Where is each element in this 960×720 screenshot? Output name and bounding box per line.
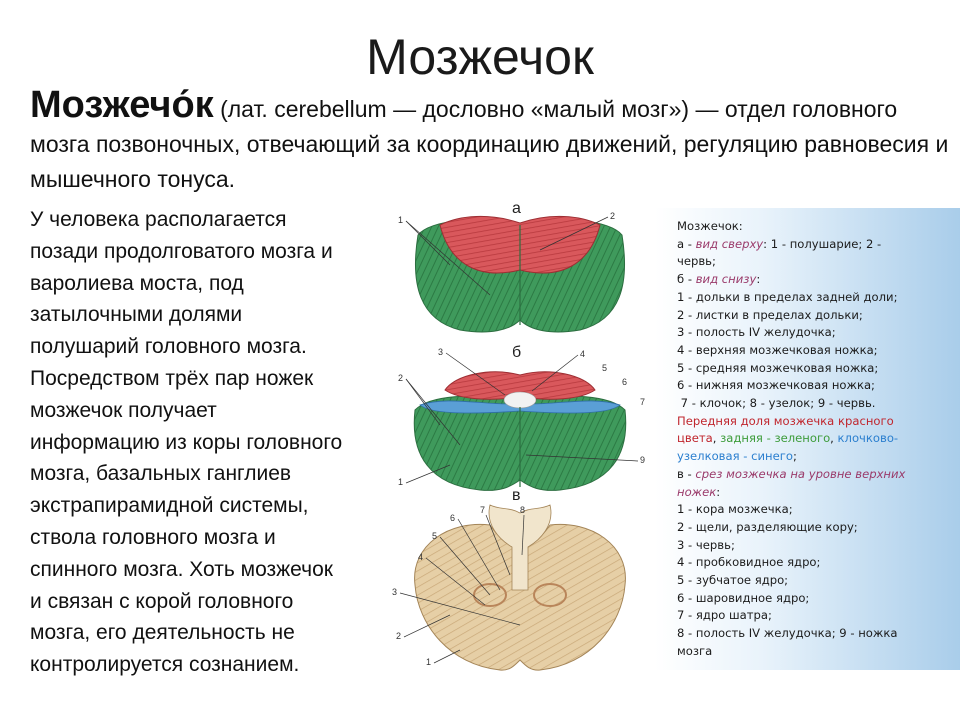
legend-b-line: б - вид снизу: [677, 272, 761, 287]
legend-c-item: 4 - пробковидное ядро; [677, 555, 821, 570]
body-line: ствола головного мозга и [30, 525, 276, 549]
view-c-number-8: 8 [520, 505, 526, 515]
body-line: и связан с корой головного [30, 589, 294, 613]
view-a-number-1: 1 [398, 215, 404, 225]
cerebellum-section-view [392, 487, 625, 670]
body-line: У человека располагается [30, 208, 287, 231]
body-line: контролируется сознанием. [30, 653, 300, 677]
view-c-number-3: 3 [392, 587, 398, 597]
legend-b-item: 2 - листки в пределах дольки; [677, 307, 863, 322]
view-b-number-6: 6 [622, 377, 628, 387]
body-line: спинного мозга. Хоть мозжечок [30, 557, 333, 581]
view-b-number-4: 4 [580, 349, 586, 359]
body-line: Посредством трёх пар ножек [30, 366, 314, 390]
view-b-number-9: 9 [640, 455, 646, 465]
view-b-number-1: 1 [398, 477, 404, 487]
slide-title: Мозжечок [366, 29, 594, 85]
view-b-label: б [512, 344, 522, 361]
intro-paragraph [30, 84, 950, 197]
view-b-number-2: 2 [398, 373, 404, 383]
body-line: мозжечок получает [30, 398, 217, 422]
view-c-number-6: 6 [450, 513, 456, 523]
cerebellum-top-view [398, 200, 625, 332]
legend-c-item: мозга [677, 643, 713, 658]
body-line: мозга, базальных ганглиев [30, 462, 292, 486]
body-line: информацию из коры головного [30, 430, 343, 454]
legend-color-line-2: цвета, задняя - зеленого, клочково- [677, 431, 899, 446]
view-a-number-2: 2 [610, 211, 616, 221]
legend-b-item: 6 - нижняя мозжечковая ножка; [677, 378, 875, 393]
legend-b-item: 4 - верхняя мозжечковая ножка; [677, 342, 878, 357]
legend-a-line: а - вид сверху: 1 - полушарие; 2 - [677, 236, 882, 251]
view-b-number-5: 5 [602, 363, 608, 373]
view-c-label: в [512, 487, 521, 504]
view-c-number-5: 5 [432, 531, 438, 541]
legend-heading: Мозжечок: [677, 219, 743, 233]
legend-c-item: 5 - зубчатое ядро; [677, 573, 789, 588]
legend-b-item: 7 - клочок; 8 - узелок; 9 - червь. [677, 396, 876, 411]
legend-c-line-2: ножек: [677, 484, 721, 499]
legend-c-item: 8 - полость IV желудочка; 9 - ножка [677, 626, 898, 641]
body-line: затылочными долями [30, 303, 243, 327]
view-c-number-7: 7 [480, 505, 486, 515]
legend-b-item: 3 - полость IV желудочка; [677, 325, 836, 340]
cerebellum-bottom-view [398, 344, 645, 490]
body-line: варолиева моста, под [30, 271, 244, 295]
legend-b-item: 5 - средняя мозжечковая ножка; [677, 360, 879, 375]
view-b-number-7: 7 [640, 397, 646, 407]
legend-color-line-3: узелковая - синего; [677, 449, 797, 464]
body-line: позади продолговатого мозга и [30, 239, 333, 263]
body-line: мозга, его деятельность не [30, 621, 295, 645]
legend-c-item: 3 - червь; [677, 537, 735, 552]
legend-b-item: 1 - дольки в пределах задней доли; [677, 289, 898, 304]
legend-c-item: 7 - ядро шатра; [677, 608, 772, 623]
legend-c-item: 6 - шаровидное ядро; [677, 590, 810, 605]
view-c-number-2: 2 [396, 631, 402, 641]
legend-c-item: 2 - щели, разделяющие кору; [677, 519, 858, 534]
view-c-number-4: 4 [418, 552, 424, 562]
intro-definition: (лат. cerebellum — дословно «малый мозг») — отдел головного мозга позвоночных, отвечающий за координацию движений, регуляцию равновесия и мышечного тонуса. [30, 96, 949, 192]
body-line: полушарий головного мозга. [30, 335, 307, 359]
legend-color-line-1: Передняя доля мозжечка красного [677, 413, 894, 428]
body-line: экстрапирамидной системы, [30, 494, 309, 518]
view-a-label: а [512, 200, 521, 217]
figure-legend [655, 208, 960, 670]
cerebellum-figure [340, 195, 660, 675]
view-c-number-1: 1 [426, 657, 432, 667]
legend-a-line-2: червь; [677, 254, 716, 269]
legend-c-line: в - срез мозжечка на уровне верхних [677, 466, 906, 481]
view-b-number-3: 3 [438, 347, 444, 357]
intro-term: Мозжечо́к [30, 84, 214, 126]
legend-c-item: 1 - кора мозжечка; [677, 502, 793, 517]
